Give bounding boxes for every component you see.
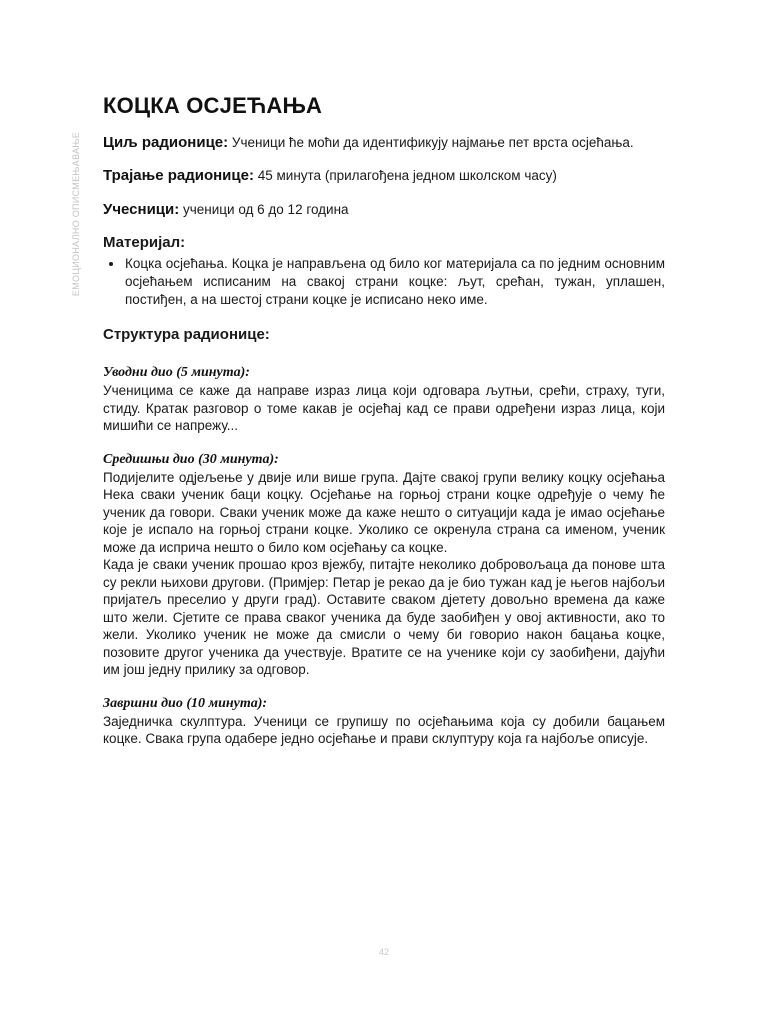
page-number: 42 [378,947,389,957]
goal-label: Циљ радионице: [103,134,229,151]
participants-field [103,201,665,219]
goal-field [103,134,665,152]
page-title: КОЦКА ОСЈЕЋАЊА [103,93,323,118]
main-paragraph-2: Када је сваки ученик прошао кроз вјежбу, питајте неколико добровољаца да понове шта су рекли њихови другови. (Примјер: Петар је рекао да је био тужан кад је његов најбољи пријатељ преселио у други град). Оставите сваком дјетету довољно времена да каже што жели. Сјетите се права сваког ученика да буде заобиђен у овој активности, ако то жели. Уколико ученик не може да смисли о чему би говорио након бацања коцке, позовите другог ученика да учествује. Вратите се на ученике који су заобиђени, дајући им још једну прилику за одговор. [103,557,665,677]
materials-item: • Коцка осјећања. Коцка је направљена од било ког материјала са по једним основним осјећањем исписаним на свакој страни коцке: љут, срећан, тужан, уплашен, постиђен, а на шестој страни коцке је исписано неко име. [124,255,665,309]
participants-text: ученици од 6 до 12 година [183,202,349,217]
intro-paragraph: Ученицима се каже да направе израз лица који одговара љутњи, срећи, страху, туги, стиду. Кратак разговор о томе какав је осјећај кад се прави одређени израз лица, који мишићи се напрежу... [103,383,665,433]
materials-list [103,255,665,309]
side-running-title: ЕМОЦИОНАЛНО ОПИСМЕЊАВАЊЕ [71,131,81,297]
duration-label: Трајање радионице: [103,167,254,184]
participants-label: Учесници: [103,201,180,218]
intro-section-heading: Уводни дио (5 минута): [103,365,250,380]
goal-text: Ученици ће моћи да идентификују најмање пет врста осјећања. [231,135,634,150]
structure-heading: Структура радионице: [103,326,270,343]
document-body [103,92,665,748]
final-section-heading: Завршни дио (10 минута): [103,695,268,711]
duration-field [103,167,665,185]
main-section-heading: Средишњи дио (30 минута): [103,451,279,467]
final-paragraph: Заједничка скулптура. Ученици се групишу по осјећањима која су добили бацањем коцке. Свака група одабере једно осјећање и прави склуптуру која га најбоље описује. [103,713,665,746]
duration-text: 45 минута (прилагођена једном школском часу) [257,168,557,183]
main-paragraph-1: Подијелите одјељење у двије или више група. Дајте свакој групи велику коцку осјећања Нека сваки ученик баци коцку. Осјећање на горњој страни коцке одређује о чему ће ученик да говори. Сваки ученик може да каже нешто о ситуацији када је имао осјећање које је испало на горњој страни коцке. Уколико се окренула страна са именом, ученик може да исприча нешто о било ком осјећању са коцке. [103,469,665,555]
materials-heading: Материјал: [103,234,186,251]
